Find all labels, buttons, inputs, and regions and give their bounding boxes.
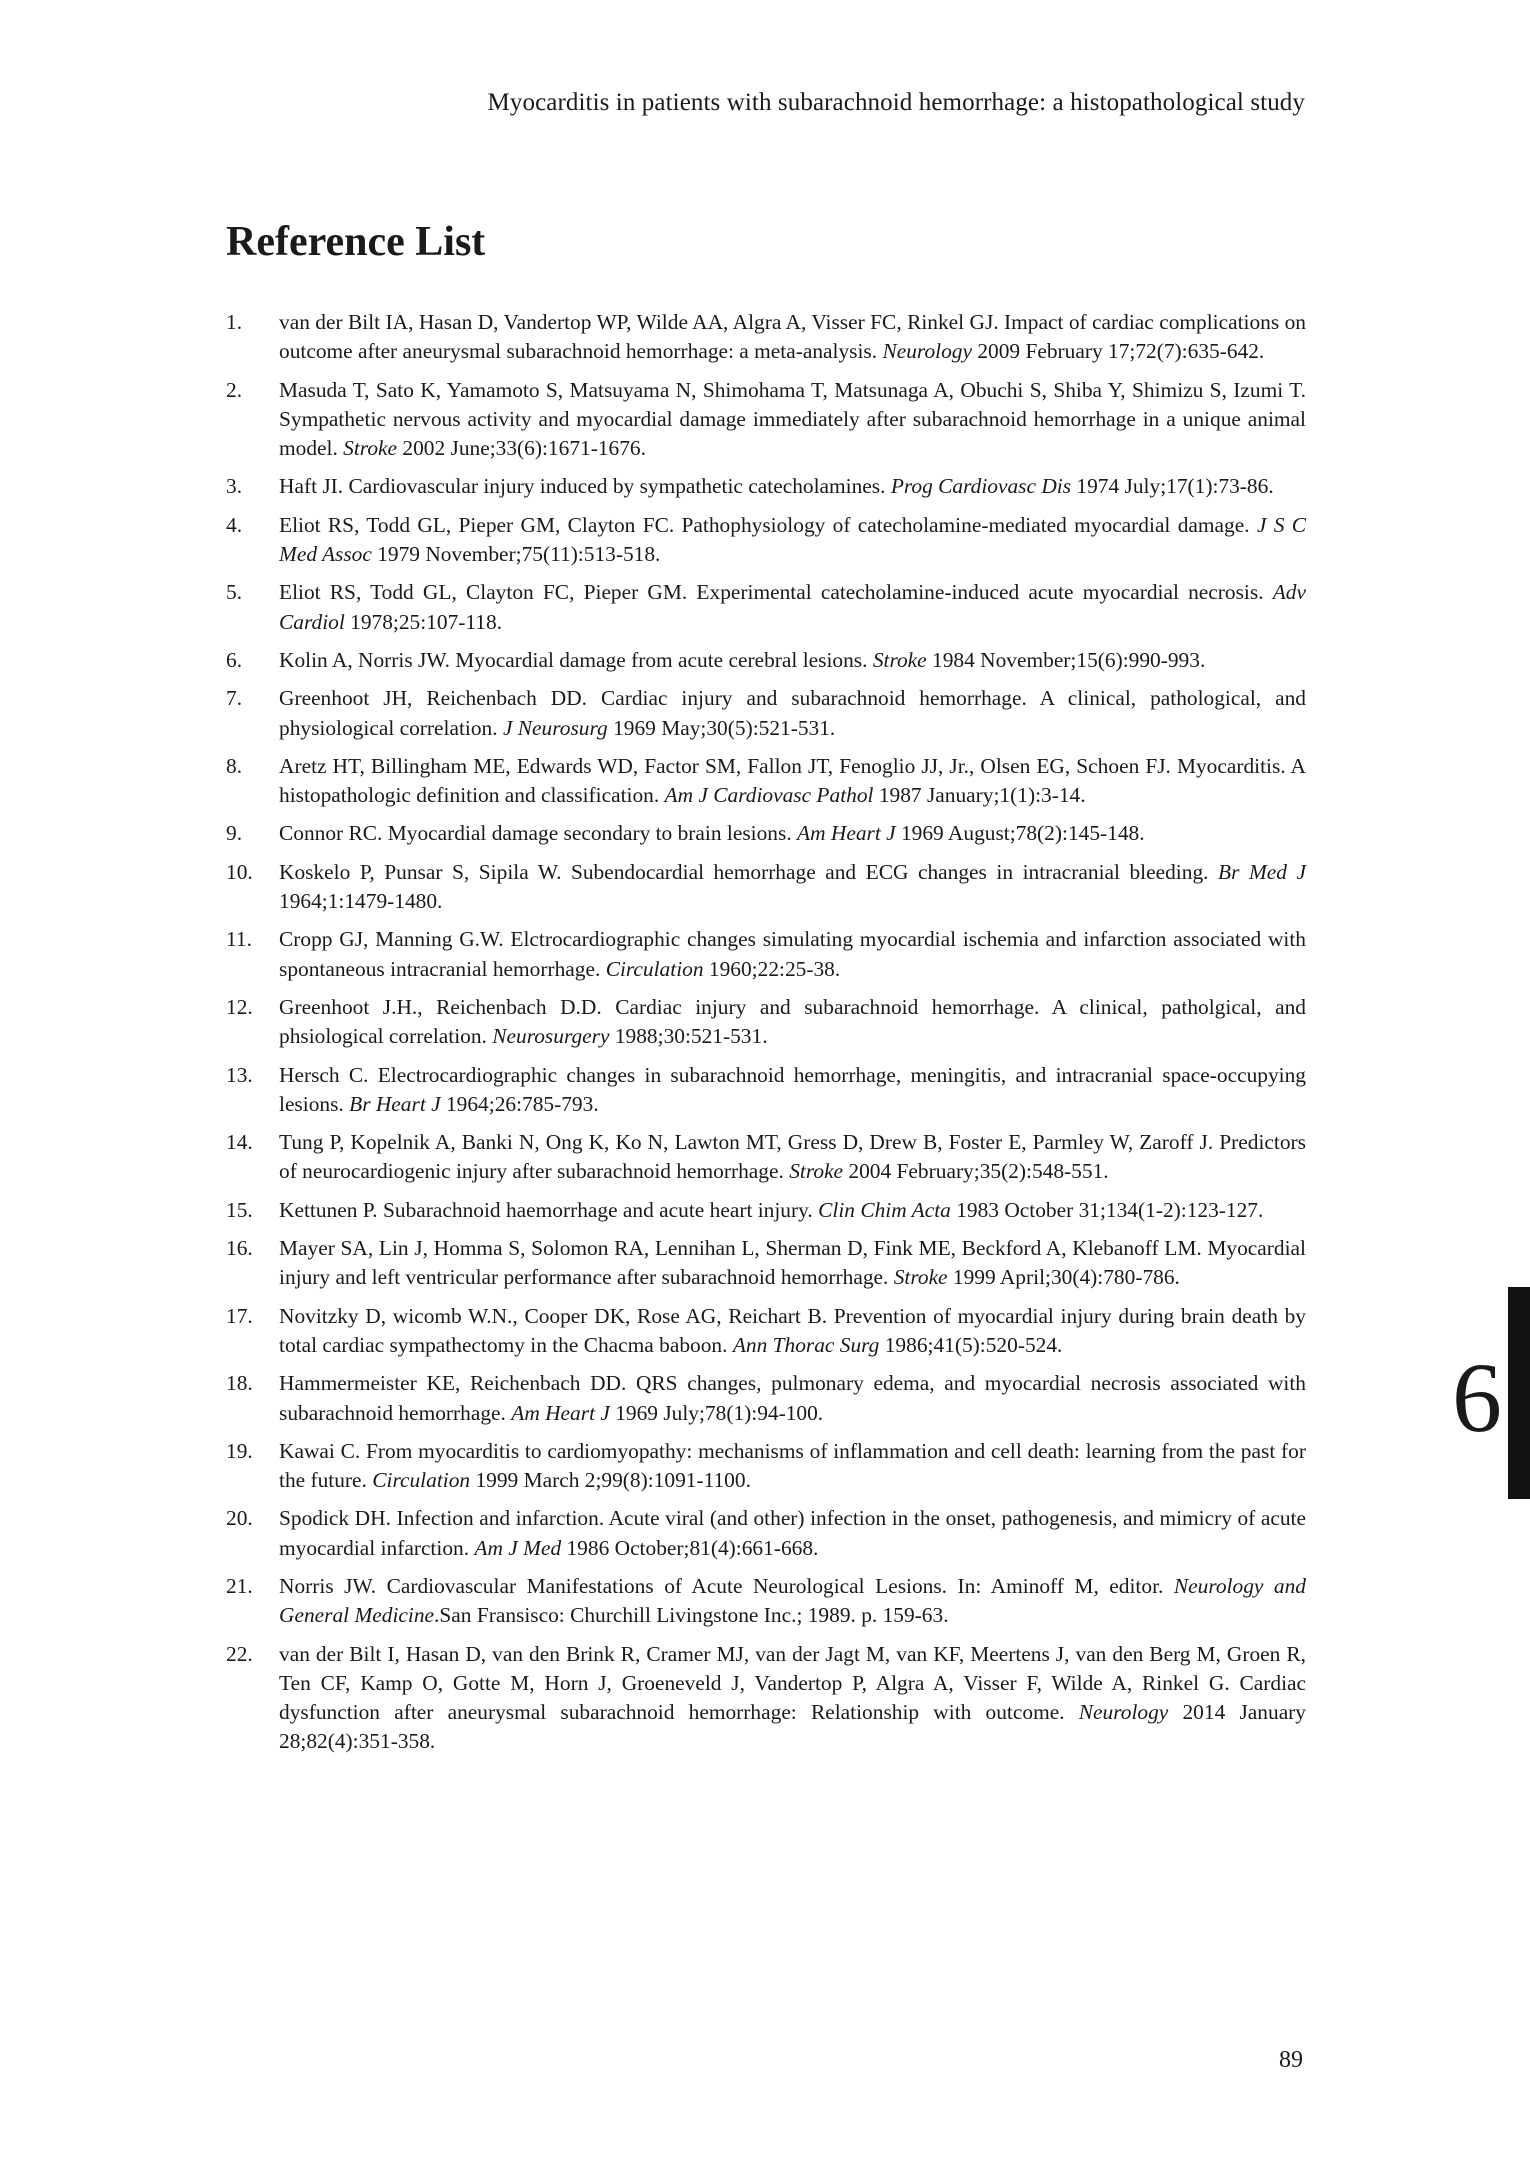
reference-journal: Br Med J bbox=[1218, 859, 1306, 884]
reference-text bbox=[279, 1642, 1306, 1754]
reference-number: 12. bbox=[226, 994, 253, 1019]
reference-number: 15. bbox=[226, 1197, 253, 1222]
reference-text bbox=[279, 860, 1306, 913]
reference-journal: Neurology bbox=[1078, 1700, 1169, 1725]
reference-text bbox=[279, 1574, 1306, 1627]
reference-item bbox=[226, 578, 1306, 637]
reference-segment: Kettunen P. Subarachnoid haemorrhage and acute heart injury. bbox=[279, 1197, 819, 1222]
reference-number: 22. bbox=[226, 1641, 253, 1666]
reference-segment: Cropp GJ, Manning G.W. Elctrocardiographic changes simulating myocardial ischemia and infarction associated with spontaneous intracranial hemorrhage. bbox=[279, 927, 1306, 981]
reference-item bbox=[226, 925, 1306, 984]
reference-text bbox=[279, 927, 1306, 980]
reference-segment: 1978;25:107-118. bbox=[344, 609, 503, 634]
reference-item bbox=[226, 472, 1306, 501]
reference-number: 20. bbox=[226, 1506, 253, 1531]
reference-segment: Eliot RS, Todd GL, Clayton FC, Pieper GM. Experimental catecholamine-induced acute myocardial necrosis. bbox=[279, 580, 1273, 605]
reference-number: 4. bbox=[226, 512, 243, 537]
reference-text bbox=[279, 1371, 1306, 1424]
reference-number: 1. bbox=[226, 310, 243, 334]
reference-segment: Spodick DH. Infection and infarction. Acute viral (and other) infection in the onset, pathogenesis, and mimicry of acute myocardial infarction. bbox=[279, 1506, 1306, 1560]
reference-item bbox=[226, 1504, 1306, 1563]
reference-text bbox=[279, 1304, 1306, 1357]
chapter-tab bbox=[1508, 1287, 1530, 1499]
reference-journal: Ann Thorac Surg bbox=[732, 1332, 880, 1357]
reference-item bbox=[226, 858, 1306, 917]
reference-segment: 1969 July;78(1):94-100. bbox=[609, 1400, 824, 1425]
reference-journal: J Neurosurg bbox=[502, 715, 608, 740]
reference-text bbox=[279, 1506, 1306, 1559]
reference-journal: Prog Cardiovasc Dis bbox=[890, 474, 1072, 499]
reference-segment: 1984 November;15(6):990-993. bbox=[926, 647, 1206, 672]
reference-number: 9. bbox=[226, 821, 243, 846]
reference-journal: Clin Chim Acta bbox=[818, 1197, 951, 1222]
reference-segment: 1999 March 2;99(8):1091-1100. bbox=[470, 1468, 751, 1493]
reference-item bbox=[226, 993, 1306, 1052]
reference-segment: Koskelo P, Punsar S, Sipila W. Subendocardial hemorrhage and ECG changes in intracranial bleeding. bbox=[279, 859, 1219, 884]
reference-text bbox=[279, 513, 1306, 566]
reference-text bbox=[279, 474, 1274, 498]
reference-item bbox=[226, 752, 1306, 811]
reference-segment: Novitzky D, wicomb W.N., Cooper DK, Rose AG, Reichart B. Prevention of myocardial injury during brain death by total cardiac sympathectomy in the Chacma baboon. bbox=[279, 1303, 1306, 1357]
reference-item bbox=[226, 1437, 1306, 1496]
reference-journal: Am J Med bbox=[474, 1535, 562, 1560]
reference-segment: 1964;1:1479-1480. bbox=[279, 889, 443, 914]
running-header: Myocarditis in patients with subarachnoid hemorrhage: a histopathological study bbox=[487, 89, 1305, 116]
reference-item bbox=[226, 1302, 1306, 1361]
reference-segment: 2002 June;33(6):1671-1676. bbox=[397, 436, 646, 461]
reference-text bbox=[279, 1439, 1306, 1492]
reference-journal: Am J Cardiovasc Pathol bbox=[664, 783, 874, 808]
reference-segment: 1983 October 31;134(1-2):123-127. bbox=[950, 1197, 1264, 1222]
reference-segment: 1999 April;30(4):780-786. bbox=[947, 1265, 1180, 1290]
reference-journal: Circulation bbox=[605, 956, 704, 981]
reference-number: 14. bbox=[226, 1130, 253, 1155]
reference-journal: Neurology bbox=[882, 339, 972, 364]
reference-segment: van der Bilt I, Hasan D, van den Brink R, Cramer MJ, van der Jagt M, van KF, Meertens J, van den Berg M, Groen R, Ten CF, Kamp O, Gotte M, Horn J, Groeneveld J, Vandertop P, Algra A, Visser F, Wilde A, Rinkel G. Cardiac dysfunction after aneurysmal subarachnoid hemorrhage: Relationship with outcome. bbox=[279, 1641, 1306, 1725]
reference-item bbox=[226, 511, 1306, 570]
reference-segment: Kawai C. From myocarditis to cardiomyopathy: mechanisms of inflammation and cell death: learning from the past for the future. bbox=[279, 1438, 1306, 1493]
reference-segment: Hammermeister KE, Reichenbach DD. QRS changes, pulmonary edema, and myocardial necrosis associated with subarachnoid hemorrhage. bbox=[279, 1371, 1306, 1425]
reference-number: 19. bbox=[226, 1438, 253, 1463]
reference-number: 8. bbox=[226, 753, 243, 778]
reference-number: 2. bbox=[226, 377, 243, 402]
reference-item bbox=[226, 1196, 1306, 1225]
reference-segment: Hersch C. Electrocardiographic changes in subarachnoid hemorrhage, meningitis, and intracranial space-occupying lesions. bbox=[279, 1062, 1306, 1116]
reference-segment: van der Bilt IA, Hasan D, Vandertop WP, Wilde AA, Algra A, Visser FC, Rinkel GJ. Impact of cardiac complications on outcome after aneurysmal subarachnoid hemorrhage: a meta-analysis. bbox=[279, 310, 1306, 364]
reference-segment: 1974 July;17(1):73-86. bbox=[1071, 474, 1274, 499]
reference-number: 17. bbox=[226, 1303, 253, 1328]
reference-segment: 1969 August;78(2):145-148. bbox=[895, 821, 1145, 846]
reference-number: 5. bbox=[226, 580, 243, 605]
reference-number: 18. bbox=[226, 1371, 253, 1396]
reference-journal: Stroke bbox=[893, 1265, 948, 1290]
reference-segment: Kolin A, Norris JW. Myocardial damage from acute cerebral lesions. bbox=[279, 647, 873, 672]
reference-segment: Greenhoot J.H., Reichenbach D.D. Cardiac injury and subarachnoid hemorrhage. A clinical, patholgical, and phsiological correlation. bbox=[279, 994, 1306, 1049]
reference-text bbox=[279, 821, 1145, 845]
section-title: Reference List bbox=[226, 219, 486, 265]
reference-text bbox=[279, 1236, 1306, 1289]
reference-number: 11. bbox=[226, 927, 252, 952]
reference-journal: Stroke bbox=[872, 647, 927, 672]
reference-text bbox=[279, 995, 1306, 1048]
reference-segment: 2004 February;35(2):548-551. bbox=[843, 1159, 1109, 1184]
reference-text bbox=[279, 1198, 1263, 1222]
reference-text bbox=[279, 686, 1306, 739]
reference-text bbox=[279, 580, 1306, 633]
reference-item bbox=[226, 1640, 1306, 1757]
reference-journal: J S C Med Assoc bbox=[279, 512, 1306, 567]
reference-number: 6. bbox=[226, 647, 243, 672]
reference-segment: Connor RC. Myocardial damage secondary to brain lesions. bbox=[279, 821, 798, 846]
reference-journal: Am Heart J bbox=[511, 1400, 610, 1425]
reference-item bbox=[226, 1234, 1306, 1293]
reference-segment: 1969 May;30(5):521-531. bbox=[607, 715, 836, 740]
reference-item bbox=[226, 308, 1306, 367]
reference-journal: Adv Cardiol bbox=[279, 580, 1306, 634]
reference-journal: Neurology and General Medicine bbox=[279, 1573, 1306, 1628]
reference-item bbox=[226, 646, 1306, 675]
reference-segment: 2009 February 17;72(7):635-642. bbox=[971, 339, 1265, 364]
reference-segment: 1960;22:25-38. bbox=[703, 956, 841, 981]
reference-journal: Br Heart J bbox=[349, 1091, 441, 1116]
reference-segment: Greenhoot JH, Reichenbach DD. Cardiac injury and subarachnoid hemorrhage. A clinical, pathological, and physiological correlation. bbox=[279, 686, 1306, 740]
reference-journal: Neurosurgery bbox=[492, 1024, 610, 1049]
reference-item bbox=[226, 1128, 1306, 1187]
reference-segment: .San Fransisco: Churchill Livingstone Inc.; 1989. p. 159-63. bbox=[434, 1603, 949, 1628]
reference-journal: Am Heart J bbox=[797, 821, 896, 846]
reference-text bbox=[279, 1063, 1306, 1116]
page-number: 89 bbox=[1279, 2047, 1303, 2073]
reference-segment: 1964;26:785-793. bbox=[440, 1091, 599, 1116]
reference-item bbox=[226, 1369, 1306, 1428]
reference-text bbox=[279, 1130, 1306, 1183]
reference-number: 16. bbox=[226, 1236, 253, 1261]
reference-journal: Stroke bbox=[343, 436, 398, 461]
reference-item bbox=[226, 819, 1306, 848]
reference-segment: Tung P, Kopelnik A, Banki N, Ong K, Ko N, Lawton MT, Gress D, Drew B, Foster E, Parmley W, Zaroff J. Predictors of neurocardiogenic injury after subarachnoid hemorrhage. bbox=[279, 1130, 1306, 1184]
reference-segment: Norris JW. Cardiovascular Manifestations of Acute Neurological Lesions. In: Aminoff M, editor. bbox=[279, 1573, 1174, 1598]
reference-number: 10. bbox=[226, 859, 253, 884]
reference-text bbox=[279, 378, 1306, 461]
reference-segment: Haft JI. Cardiovascular injury induced by sympathetic catecholamines. bbox=[279, 474, 891, 499]
reference-text bbox=[279, 310, 1306, 363]
reference-number: 7. bbox=[226, 686, 243, 711]
reference-segment: Eliot RS, Todd GL, Pieper GM, Clayton FC. Pathophysiology of catecholamine-mediated myocardial damage. bbox=[279, 512, 1257, 537]
reference-segment: 1987 January;1(1):3-14. bbox=[873, 783, 1086, 808]
reference-segment: 2014 January 28;82(4):351-358. bbox=[279, 1700, 1307, 1754]
reference-item bbox=[226, 684, 1306, 743]
reference-segment: Masuda T, Sato K, Yamamoto S, Matsuyama N, Shimohama T, Matsunaga A, Obuchi S, Shiba Y, Shimizu S, Izumi T. Sympathetic nervous activity and myocardial damage immediately after subarachnoid hemorrhage in a unique animal model. bbox=[279, 377, 1306, 461]
reference-segment: 1986 October;81(4):661-668. bbox=[561, 1535, 819, 1560]
reference-segment: Mayer SA, Lin J, Homma S, Solomon RA, Lennihan L, Sherman D, Fink ME, Beckford A, Klebanoff LM. Myocardial injury and left ventricular performance after subarachnoid hemorrhage. bbox=[279, 1236, 1306, 1290]
reference-text bbox=[279, 648, 1205, 672]
reference-text bbox=[279, 754, 1306, 807]
reference-number: 3. bbox=[226, 474, 243, 499]
reference-number: 21. bbox=[226, 1573, 253, 1598]
reference-journal: Stroke bbox=[789, 1159, 844, 1184]
reference-item bbox=[226, 1061, 1306, 1120]
reference-number: 13. bbox=[226, 1062, 253, 1087]
chapter-number: 6 bbox=[1452, 1342, 1502, 1453]
reference-segment: Aretz HT, Billingham ME, Edwards WD, Factor SM, Fallon JT, Fenoglio JJ, Jr., Olsen EG, Schoen FJ. Myocarditis. A histopathologic definition and classification. bbox=[279, 753, 1306, 808]
reference-item bbox=[226, 1572, 1306, 1631]
reference-segment: 1986;41(5):520-524. bbox=[879, 1332, 1063, 1357]
reference-journal: Circulation bbox=[372, 1468, 471, 1493]
reference-list bbox=[226, 308, 1306, 1766]
reference-segment: 1988;30:521-531. bbox=[609, 1024, 768, 1049]
reference-segment: 1979 November;75(11):513-518. bbox=[371, 542, 661, 567]
reference-item bbox=[226, 376, 1306, 464]
